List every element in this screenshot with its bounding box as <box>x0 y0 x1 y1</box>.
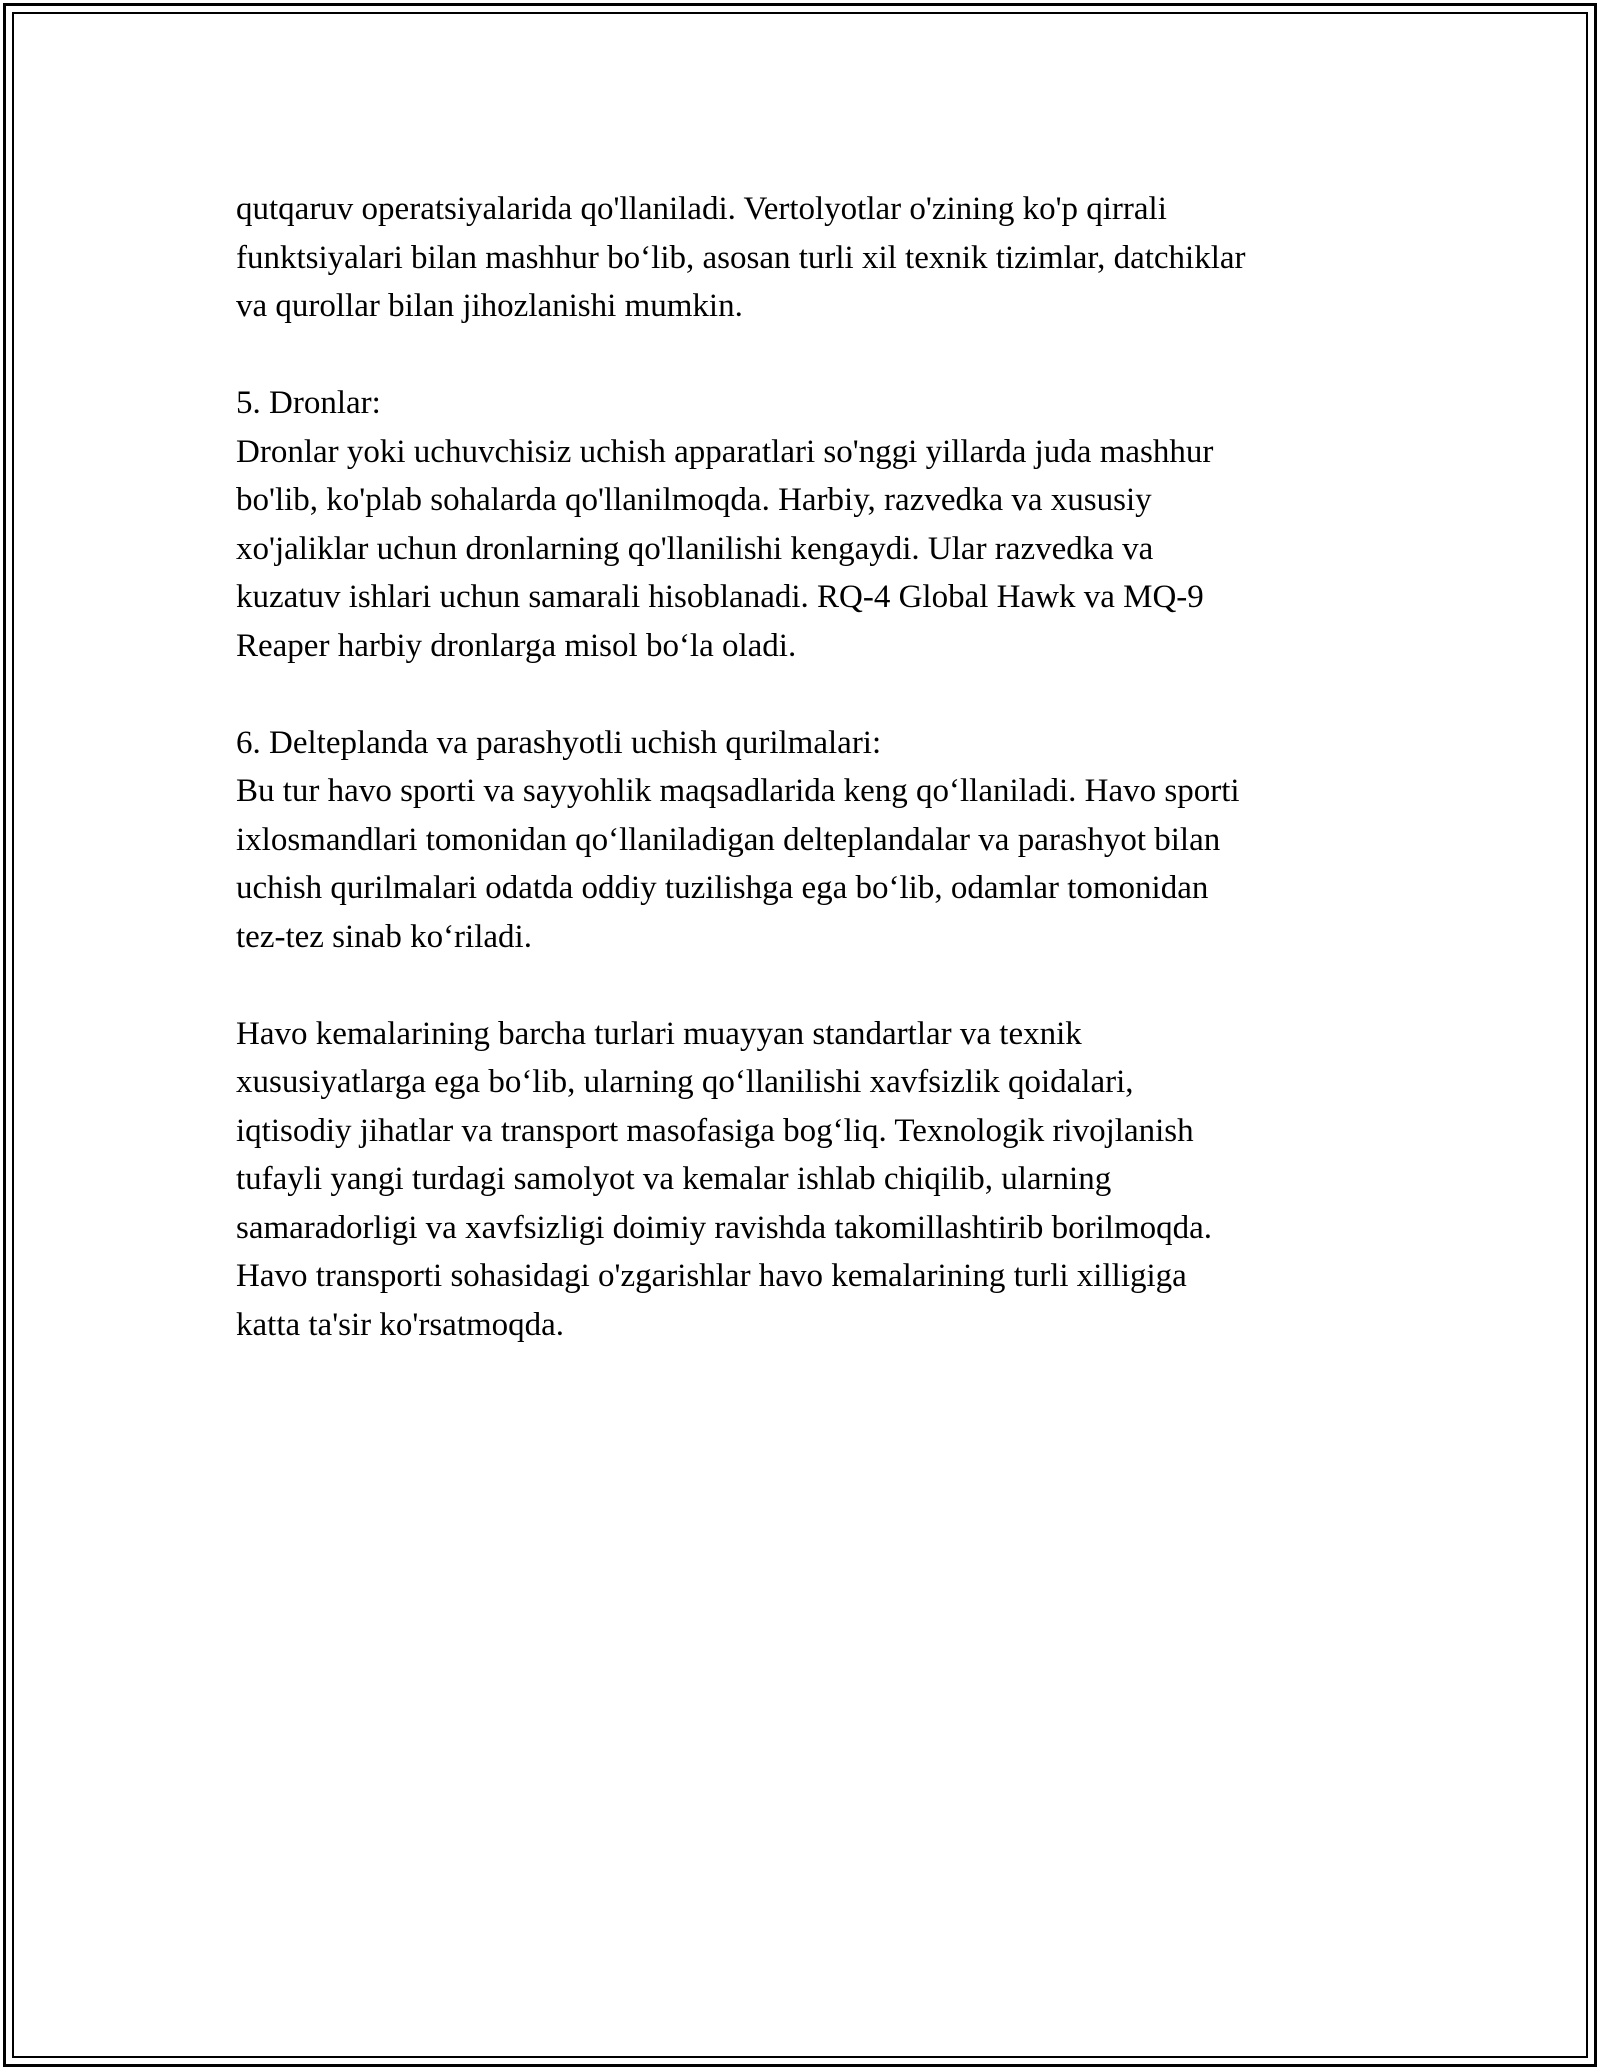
section-heading: 6. Delteplanda va parashyotli uchish qurilmalari: <box>236 724 882 761</box>
text-line: Havo transporti sohasidagi o'zgarishlar havo kemalarining turli xilligiga <box>236 1258 1187 1294</box>
text-line: xo'jaliklar uchun dronlarning qo'llanilishi kengaydi. Ular razvedka va <box>236 530 1154 567</box>
text-line: qutqaruv operatsiyalarida qo'llaniladi. Vertolyotlar o'zining ko'p qirrali <box>236 191 1167 227</box>
text-line: tufayli yangi turdagi samolyot va kemalar ishlab chiqilib, ularning <box>236 1161 1112 1197</box>
paragraph-conclusion <box>236 1010 1396 1350</box>
text-line: Reaper harbiy dronlarga misol bo‘la oladi. <box>236 627 797 664</box>
section-heading: 5. Dronlar: <box>236 385 381 421</box>
paragraph-gap <box>236 961 1396 1010</box>
text-line: tez-tez sinab ko‘riladi. <box>236 918 532 955</box>
text-line: funktsiyalari bilan mashhur bo‘lib, asosan turli xil texnik tizimlar, datchiklar <box>236 239 1246 276</box>
text-line: Bu tur havo sporti va sayyohlik maqsadlarida keng qo‘llaniladi. Havo sporti <box>236 773 1240 809</box>
text-line: xususiyatlarga ega bo‘lib, ularning qo‘llanilishi xavfsizlik qoidalari, <box>236 1064 1134 1100</box>
text-line: samaradorligi va xavfsizligi doimiy ravishda takomillashtirib borilmoqda. <box>236 1209 1213 1246</box>
document-body <box>236 185 1396 1349</box>
paragraph-gap <box>236 331 1396 380</box>
text-line: Dronlar yoki uchuvchisiz uchish apparatlari so'nggi yillarda juda mashhur <box>236 433 1214 470</box>
text-line: Havo kemalarining barcha turlari muayyan standartlar va texnik <box>236 1015 1082 1052</box>
section-delteplanda <box>236 719 1396 962</box>
text-line: ixlosmandlari tomonidan qo‘llaniladigan delteplandalar va parashyot bilan <box>236 821 1221 858</box>
text-line: va qurollar bilan jihozlanishi mumkin. <box>236 288 743 324</box>
paragraph-gap <box>236 670 1396 719</box>
text-line: iqtisodiy jihatlar va transport masofasiga bog‘liq. Texnologik rivojlanish <box>236 1112 1194 1149</box>
text-line: uchish qurilmalari odatda oddiy tuzilishga ega bo‘lib, odamlar tomonidan <box>236 870 1209 906</box>
section-dronlar <box>236 379 1396 670</box>
text-line: katta ta'sir ko'rsatmoqda. <box>236 1306 565 1343</box>
paragraph-vertolyotlar <box>236 185 1396 331</box>
text-line: kuzatuv ishlari uchun samarali hisoblanadi. RQ-4 Global Hawk va MQ-9 <box>236 579 1204 615</box>
text-line: bo'lib, ko'plab sohalarda qo'llanilmoqda. Harbiy, razvedka va xususiy <box>236 482 1152 518</box>
